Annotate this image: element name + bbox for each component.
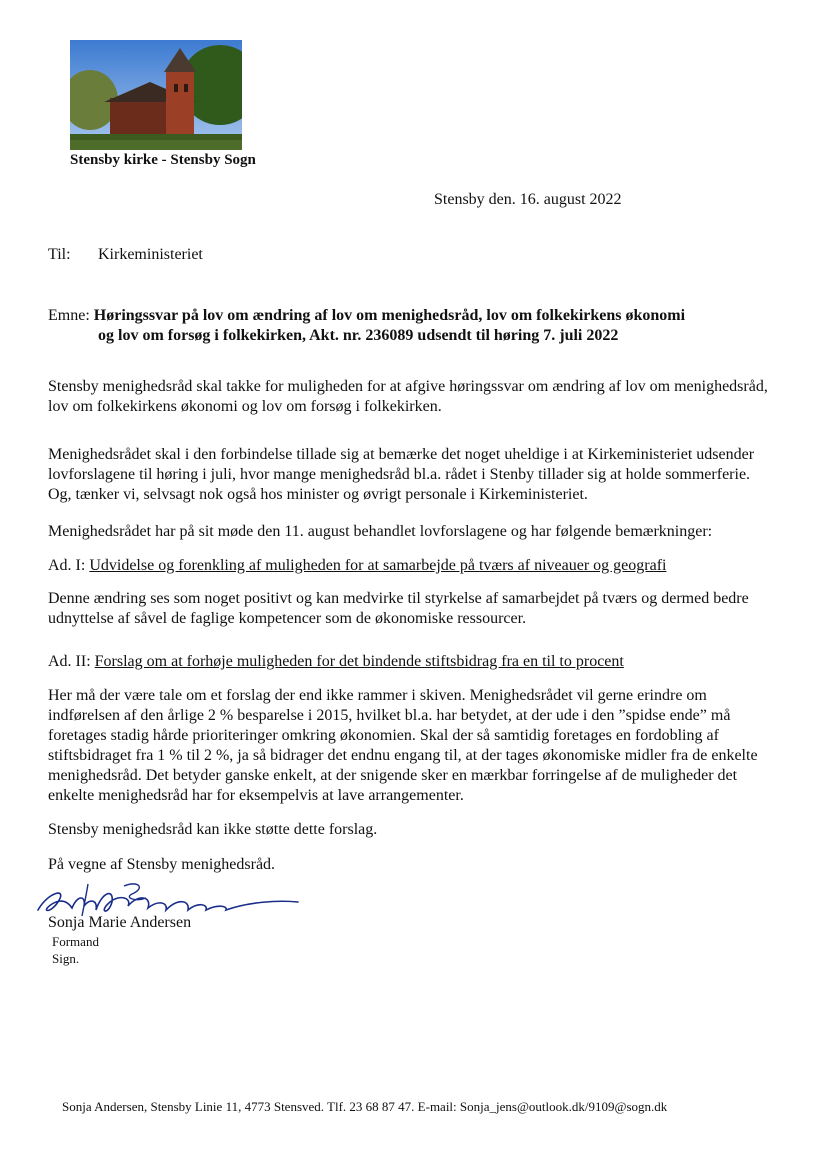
church-photo [70, 40, 242, 150]
recipient-label: Til: [48, 246, 71, 263]
recipient-value: Kirkeministeriet [98, 246, 203, 263]
section-ad-2 [48, 652, 773, 672]
section-ad-1 [48, 556, 773, 576]
paragraph-meeting: Menighedsrådet har på sit møde den 11. august behandlet lovforslagene og har følgende bemærkninger: [48, 523, 713, 540]
section-ad-1-title: Udvidelse og forenkling af muligheden for at samarbejde på tværs af niveauer og geografi [89, 557, 667, 574]
subject [48, 306, 685, 346]
section-ad-1-label: Ad. I: [48, 557, 86, 574]
closing-line: På vegne af Stensby menighedsråd. [48, 856, 276, 873]
subject-line-2: og lov om forsøg i folkekirken, Akt. nr. 236089 udsendt til høring 7. juli 2022 [98, 327, 619, 344]
paragraph-timing: Menighedsrådet skal i den forbindelse tillade sig at bemærke det noget uheldige i at Kirkeministeriet udsender lovforslagene til høring i juli, hvor mange menighedsråd bl.a. rådet i Stenby tillader sig at holde sommerferie. Og, tænker vi, selvsagt nok også hos minister og øvrigt personale i Kirkeministeriet. [48, 446, 755, 503]
subject-label: Emne: [48, 307, 90, 324]
sign-label: Sign. [52, 951, 80, 966]
paragraph-ad-1: Denne ændring ses som noget positivt og kan medvirke til styrkelse af samarbejdet på tværs og dermed bedre udnyttelse af såvel de faglige kompetencer som de økonomiske ressourcer. [48, 590, 749, 627]
recipient [48, 246, 203, 264]
section-ad-2-title: Forslag om at forhøje muligheden for det bindende stiftsbidrag fra en til to procent [94, 653, 624, 670]
paragraph-intro: Stensby menighedsråd skal takke for muligheden for at afgive høringssvar om ændring af lov om menighedsråd, lov om folkekirkens økonomi og lov om forsøg i folkekirken. [48, 378, 768, 415]
footer-contact: Sonja Andersen, Stensby Linie 11, 4773 Stensved. Tlf. 23 68 87 47. E-mail: Sonja_jens@outlook.dk/9109@sogn.dk [62, 1099, 668, 1114]
date-line: Stensby den. 16. august 2022 [434, 191, 622, 208]
section-ad-2-label: Ad. II: [48, 653, 91, 670]
church-photo-icon [70, 40, 242, 150]
paragraph-ad-2: Her må der være tale om et forslag der end ikke rammer i skiven. Menighedsrådet vil gerne erindre om indførelsen af den årlige 2 % besparelse i 2015, hvilket bl.a. har betydet, at der ude i den ”spidse ende” må foretages stadig hårde prioriteringer omkring økonomien. Skal der så samtidig foretages en fordobling af stiftsbidraget fra 1 % til 2 %, ja så bidrager det endnu engang til, at der tages økonomiske midler fra de enkelte menighedsråd. Det betyder ganske enkelt, at der snigende sker en mærkbar forringelse af de muligheder det enkelte menighedsråd har for eksempelvis at lave arrangementer. [48, 687, 758, 804]
paragraph-conclusion: Stensby menighedsråd kan ikke støtte dette forslag. [48, 821, 378, 838]
signatory-name: Sonja Marie Andersen [48, 914, 192, 931]
photo-caption: Stensby kirke - Stensby Sogn [70, 152, 256, 168]
signatory-role: Formand [52, 934, 99, 949]
subject-line-1: Høringssvar på lov om ændring af lov om menighedsråd, lov om folkekirkens økonomi [93, 307, 686, 324]
